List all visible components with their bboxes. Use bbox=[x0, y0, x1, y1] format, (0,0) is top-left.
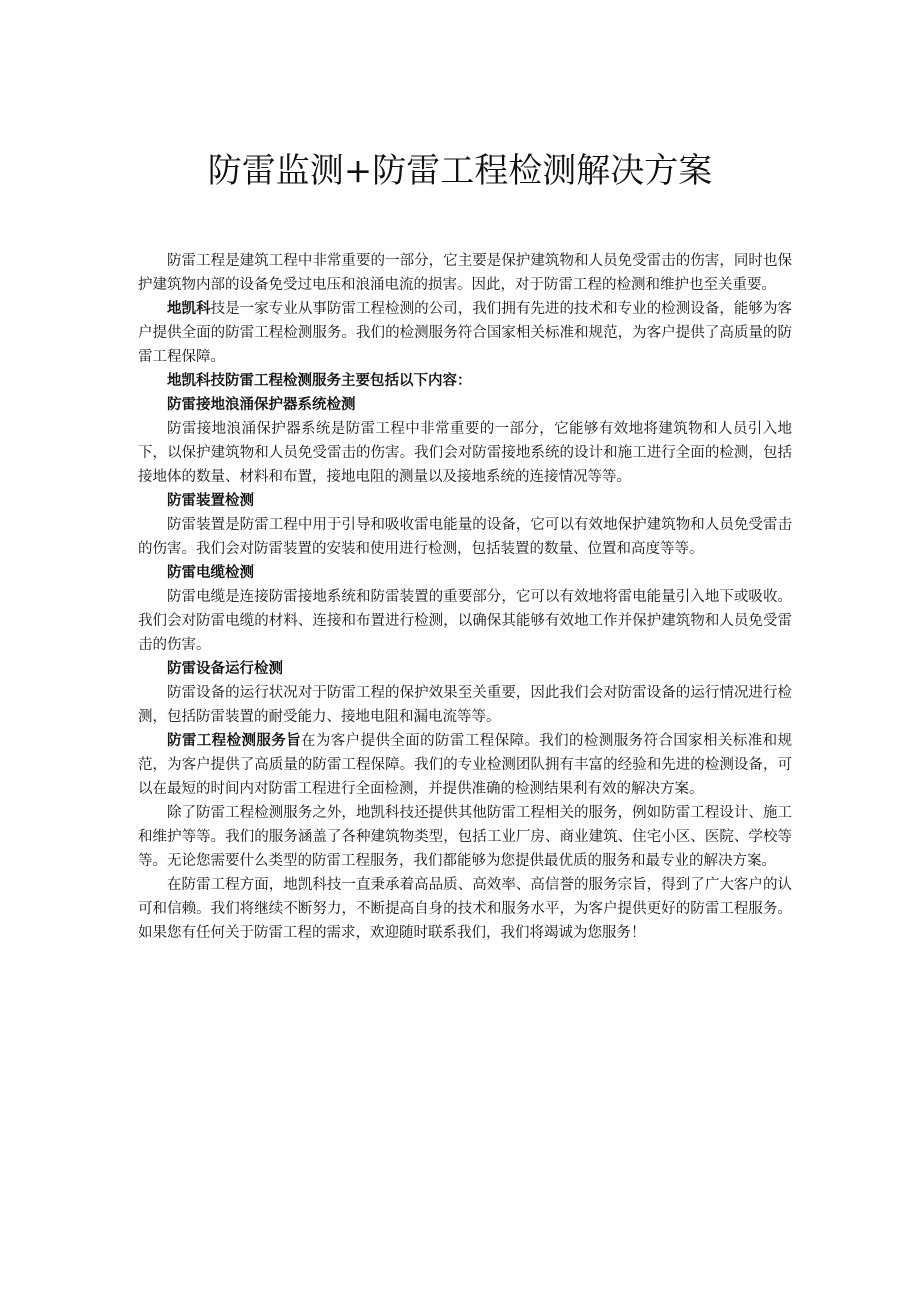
section-heading: 防雷电缆检测 bbox=[167, 564, 254, 581]
company-intro-text: 技是一家专业从事防雷工程检测的公司，我们拥有先进的技术和专业的检测设备，能够为客户提供全面的防雷工程检测服务。我们的检测服务符合国家相关标准和规范，为客户提供了高质量的防雷工程保障。 bbox=[138, 301, 792, 365]
other-services-paragraph: 除了防雷工程检测服务之外，地凯科技还提供其他防雷工程相关的服务，例如防雷工程设计、施工和维护等等。我们的服务涵盖了各种建筑物类型，包括工业厂房、商业建筑、住宅小区、医院、学校等等。无论您需要什么类型的防雷工程服务，我们都能够为您提供最优质的服务和最专业的解决方案。 bbox=[138, 805, 792, 869]
document-body bbox=[138, 249, 792, 945]
purpose-bold: 防雷工程检测服务旨 bbox=[167, 732, 302, 749]
purpose-text: 在为客户提供全面的防雷工程保障。我们的检测服务符合国家相关标准和规范，为客户提供了高质量的防雷工程保障。我们的专业检测团队拥有丰富的经验和先进的检测设备，可以在最短的时间内对防雷工程进行全面检测，并提供准确的检测结果利有效的解决方案。 bbox=[138, 733, 793, 797]
section-body: 防雷装置是防雷工程中用于引导和吸收雷电能量的设备，它可以有效地保护建筑物和人员免受雷击的伤害。我们会对防雷装置的安装和使用进行检测，包括装置的数量、位置和高度等等。 bbox=[138, 517, 792, 557]
section-body: 防雷接地浪涌保护器系统是防雷工程中非常重要的一部分，它能够有效地将建筑物和人员引入地下，以保护建筑物和人员免受雷击的伤害。我们会对防雷接地系统的设计和施工进行全面的检测，包括接地体的数量、材料和布置，接地电阻的测量以及接地系统的连接情况等等。 bbox=[138, 421, 792, 485]
company-name-bold: 地凯科 bbox=[167, 300, 211, 317]
company-intro-paragraph bbox=[138, 297, 792, 369]
section-heading: 防雷接地浪涌保护器系统检测 bbox=[167, 396, 356, 413]
section-heading: 防雷装置检测 bbox=[167, 492, 254, 509]
section-body: 防雷设备的运行状况对于防雷工程的保护效果至关重要，因此我们会对防雷设备的运行情况进行检测，包括防雷装置的耐受能力、接地电阻和漏电流等等。 bbox=[138, 685, 792, 725]
section-body: 防雷电缆是连接防雷接地系统和防雷装置的重要部分，它可以有效地将雷电能量引入地下或吸收。我们会对防雷电缆的材料、连接和布置进行检测，以确保其能够有效地工作并保护建筑物和人员免受雷击的伤害。 bbox=[138, 589, 792, 653]
intro-paragraph: 防雷工程是建筑工程中非常重要的一部分，它主要是保护建筑物和人员免受雷击的伤害，同时也保护建筑物内部的设备免受过电压和浪涌电流的损害。因此，对于防雷工程的检测和维护也至关重要。 bbox=[138, 253, 792, 293]
services-heading: 地凯科技防雷工程检测服务主要包括以下内容： bbox=[167, 372, 472, 389]
purpose-paragraph bbox=[138, 729, 792, 801]
document-title: 防雷监测+防雷工程检测解决方案 bbox=[207, 151, 713, 191]
closing-paragraph: 在防雷工程方面，地凯科技一直秉承着高品质、高效率、高信誉的服务宗旨，得到了广大客户的认可和信赖。我们将继续不断努力，不断提高自身的技术和服务水平，为客户提供更好的防雷工程服务。如果您有任何关于防雷工程的需求，欢迎随时联系我们，我们将竭诚为您服务！ bbox=[138, 877, 792, 941]
section-heading: 防雷设备运行检测 bbox=[167, 660, 283, 677]
